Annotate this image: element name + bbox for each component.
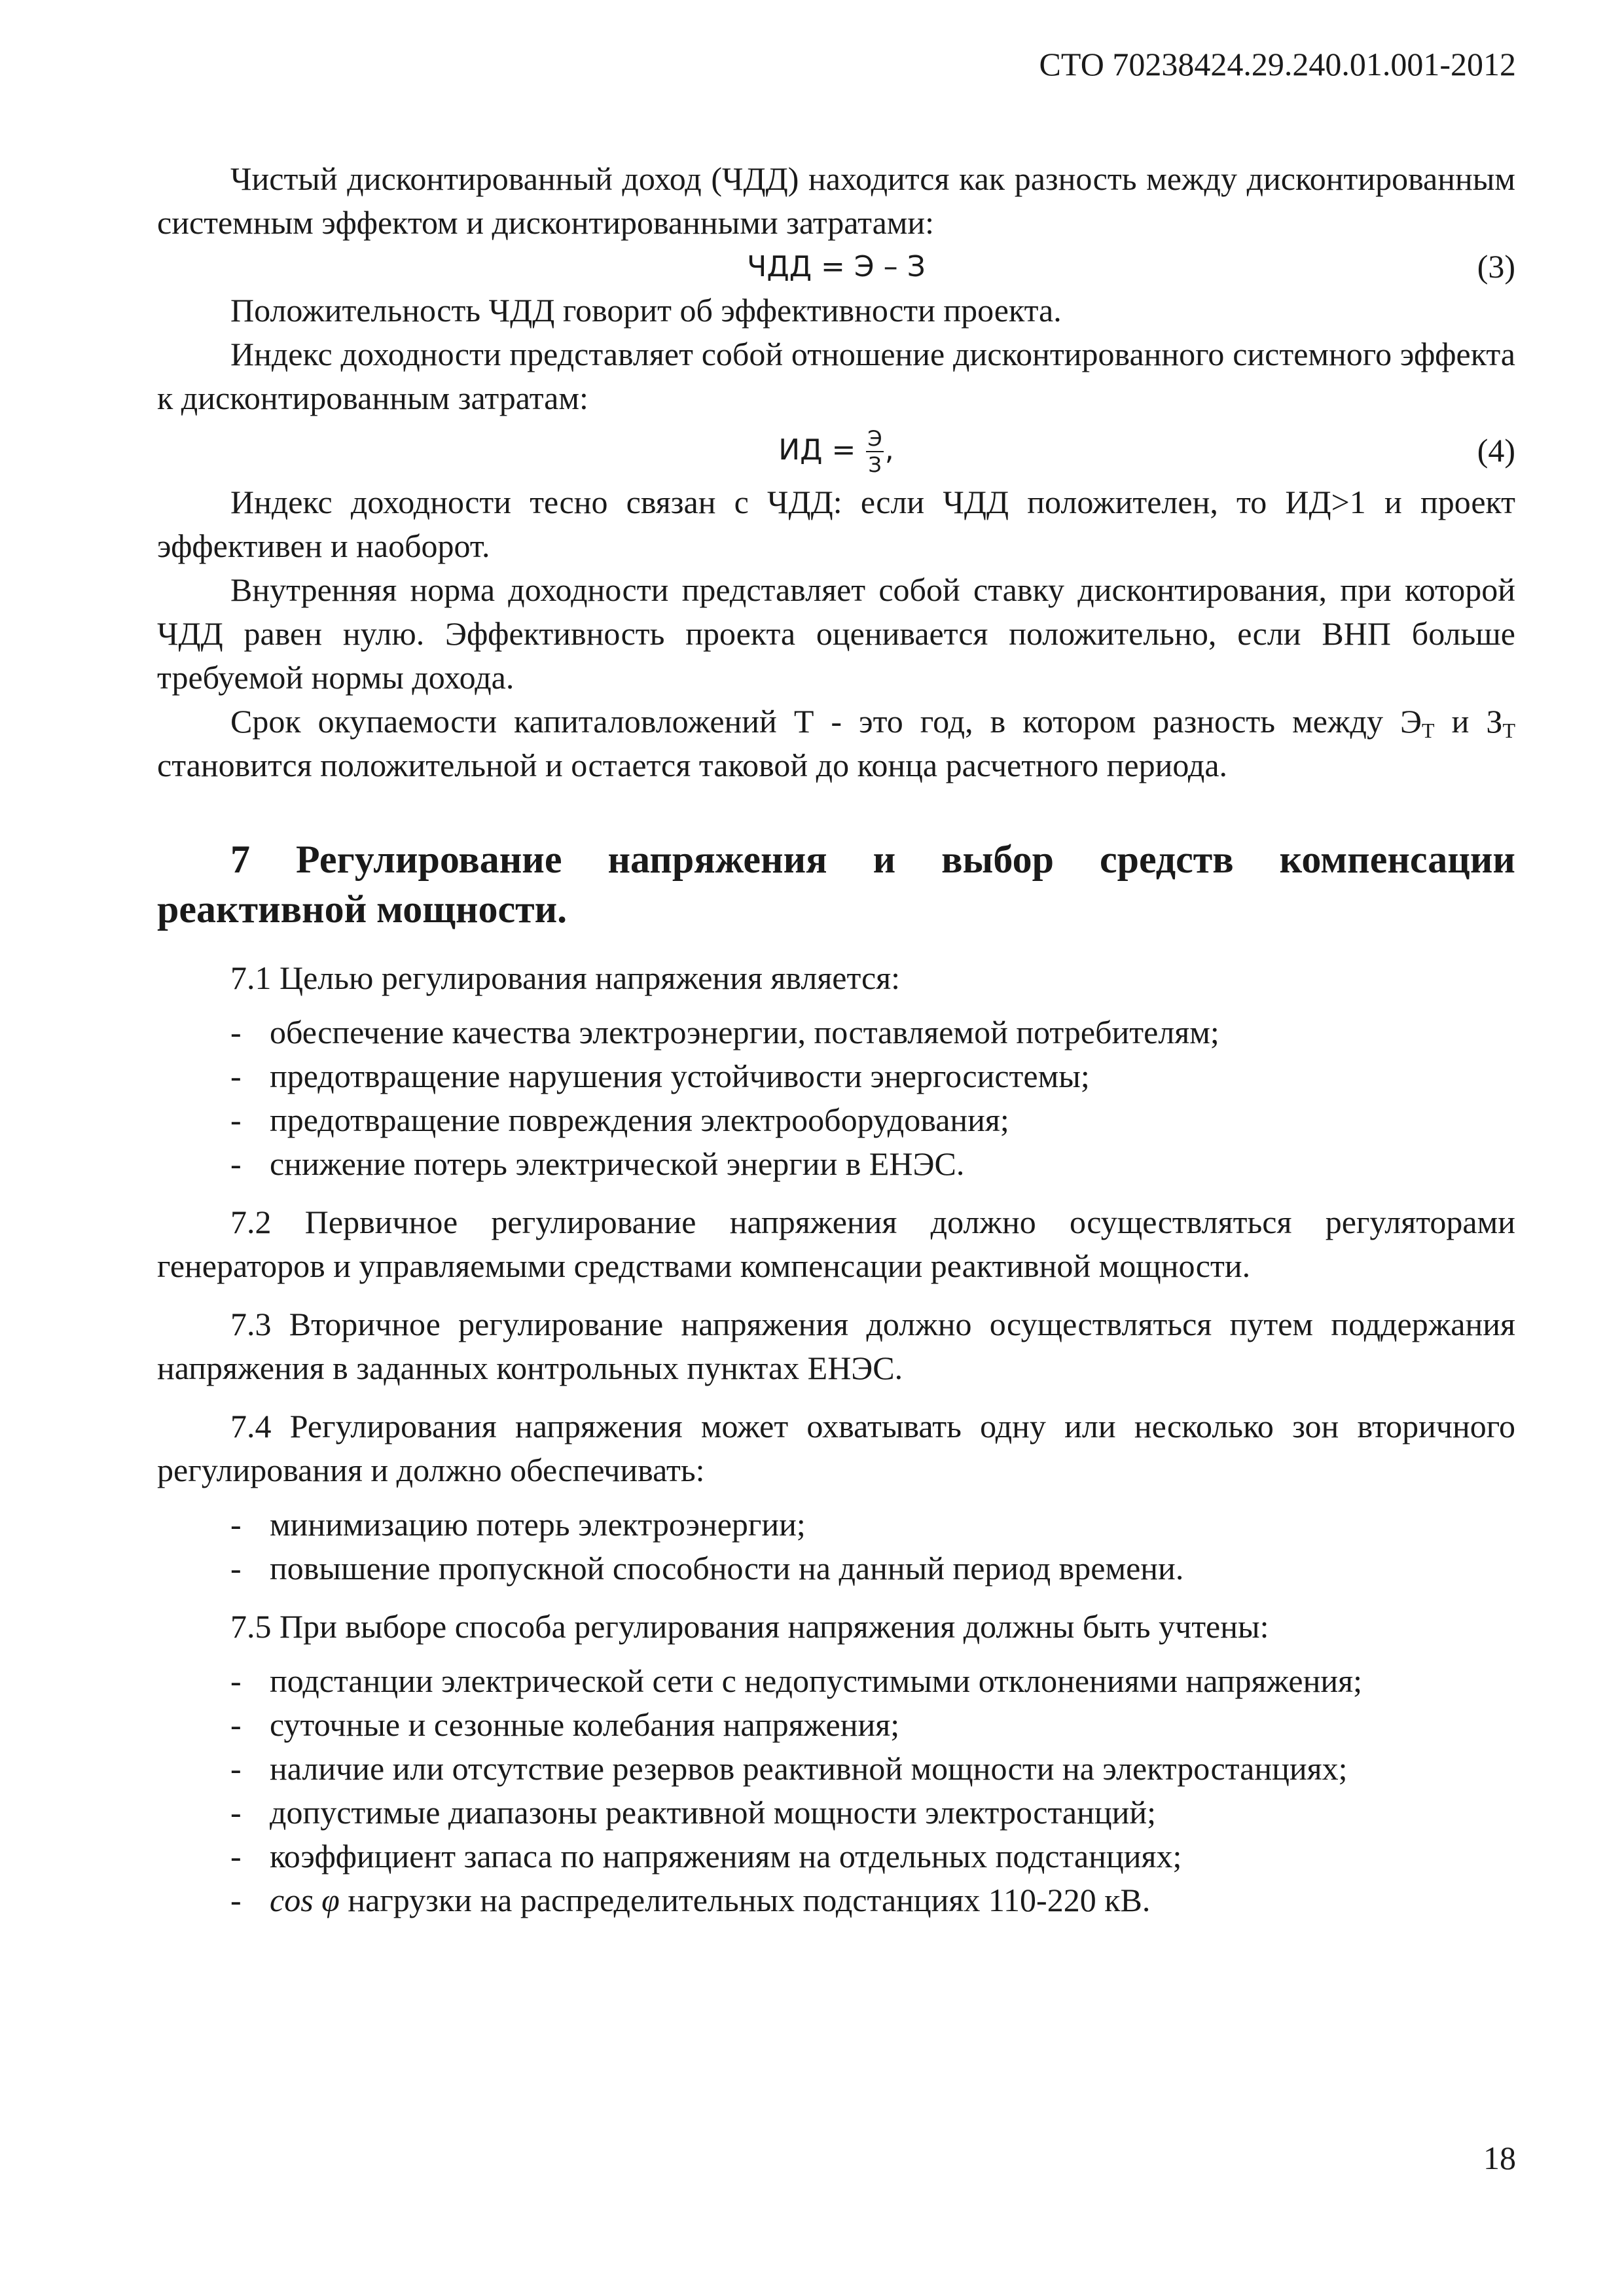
list-item xyxy=(157,1142,1515,1186)
list-item-text: наличие или отсутствие резервов реактивной мощности на электростанциях; xyxy=(270,1750,1348,1787)
list-dash: - xyxy=(230,1838,242,1874)
formula-4-number: (4) xyxy=(1477,432,1515,469)
clause-7-2: 7.2 Первичное регулирование напряжения должно осуществляться регуляторами генераторов и управляемыми средствами компенсации реактивной мощности. xyxy=(157,1204,1515,1284)
formula-3 xyxy=(157,245,1515,289)
list-item xyxy=(157,1835,1515,1878)
paragraph-npv-definition: Чистый дисконтированный доход (ЧДД) находится как разность между дисконтированным системным эффектом и дисконтированными затратами: xyxy=(157,160,1515,241)
list-item xyxy=(157,1098,1515,1142)
list-dash: - xyxy=(230,1794,242,1831)
paragraph-index-relation: Индекс доходности тесно связан с ЧДД: если ЧДД положителен, то ИД>1 и проект эффективен и наоборот. xyxy=(157,484,1515,564)
list-dash: - xyxy=(230,1662,242,1699)
list-item xyxy=(157,1054,1515,1098)
list-item xyxy=(157,1747,1515,1791)
list-dash: - xyxy=(230,1750,242,1787)
payback-text-mid: и З xyxy=(1434,703,1503,740)
page-content xyxy=(157,157,1515,1922)
cos-phi-symbol: cos φ xyxy=(270,1882,340,1918)
list-dash: - xyxy=(230,1014,242,1050)
list-dash: - xyxy=(230,1706,242,1743)
list-dash: - xyxy=(230,1550,242,1587)
section-7-title: 7 Регулирование напряжения и выбор средств компенсации реактивной мощности. xyxy=(157,838,1515,931)
list-item xyxy=(157,1659,1515,1703)
list-item-text: повышение пропускной способности на данный период времени. xyxy=(270,1550,1184,1587)
list-dash: - xyxy=(230,1506,242,1543)
payback-text-start: Срок окупаемости капиталовложений Т - это год, в котором разность между Э xyxy=(230,703,1422,740)
list-item-text: предотвращение нарушения устойчивости энергосистемы; xyxy=(270,1058,1090,1094)
list-7-4 xyxy=(157,1503,1515,1590)
payback-subscript-2: Т xyxy=(1502,719,1515,742)
payback-subscript-1: Т xyxy=(1422,719,1435,742)
list-item-text: суточные и сезонные колебания напряжения; xyxy=(270,1706,900,1743)
list-7-5 xyxy=(157,1659,1515,1922)
document-code-header: СТО 70238424.29.240.01.001-2012 xyxy=(1039,46,1516,82)
list-item xyxy=(157,1503,1515,1547)
formula-3-expression: ЧДД = Э – З xyxy=(747,250,926,283)
list-item-text: обеспечение качества электроэнергии, поставляемой потребителям; xyxy=(270,1014,1219,1050)
payback-text-end: становится положительной и остается таковой до конца расчетного периода. xyxy=(157,747,1228,783)
list-item-text: предотвращение повреждения электрооборудования; xyxy=(270,1102,1009,1138)
clause-7-4: 7.4 Регулирования напряжения может охватывать одну или несколько зон вторичного регулирования и должно обеспечивать: xyxy=(157,1408,1515,1488)
formula-4-expression xyxy=(157,420,1515,480)
list-dash: - xyxy=(230,1145,242,1182)
list-item-text: допустимые диапазоны реактивной мощности электростанций; xyxy=(270,1794,1157,1831)
list-item-text: подстанции электрической сети с недопустимыми отклонениями напряжения; xyxy=(270,1662,1363,1699)
list-item-cos-phi xyxy=(157,1878,1515,1922)
list-dash: - xyxy=(230,1102,242,1138)
page-number: 18 xyxy=(1483,2140,1516,2176)
list-item xyxy=(157,1703,1515,1747)
paragraph-irr: Внутренняя норма доходности представляет собой ставку дисконтирования, при которой ЧДД равен нулю. Эффективность проекта оценивается положительно, если ВНП больше требуемой нормы дохода. xyxy=(157,571,1515,696)
paragraph-profitability-index: Индекс доходности представляет собой отношение дисконтированного системного эффекта к дисконтированным затратам: xyxy=(157,336,1515,416)
clause-7-3: 7.3 Вторичное регулирование напряжения должно осуществляться путем поддержания напряжения в заданных контрольных пунктах ЕНЭС. xyxy=(157,1306,1515,1386)
formula-4-fraction xyxy=(866,426,883,477)
paragraph-payback-period xyxy=(157,700,1515,787)
list-item-text: снижение потерь электрической энергии в ЕНЭС. xyxy=(270,1145,965,1182)
list-item xyxy=(157,1011,1515,1054)
formula-4-lhs: ИД = xyxy=(778,433,856,467)
list-item-text: коэффициент запаса по напряжениям на отдельных подстанциях; xyxy=(270,1838,1182,1874)
list-7-1 xyxy=(157,1011,1515,1186)
list-dash: - xyxy=(230,1882,242,1918)
clause-7-5: 7.5 При выборе способа регулирования напряжения должны быть учтены: xyxy=(230,1608,1269,1645)
list-item xyxy=(157,1547,1515,1590)
list-item-text: минимизацию потерь электроэнергии; xyxy=(270,1506,806,1543)
formula-3-number: (3) xyxy=(1477,248,1515,285)
formula-4 xyxy=(157,420,1515,480)
formula-4-tail: , xyxy=(884,433,894,467)
clause-7-1: 7.1 Целью регулирования напряжения является: xyxy=(230,960,901,996)
list-dash: - xyxy=(230,1058,242,1094)
list-item-text: нагрузки на распределительных подстанциях 110-220 кВ. xyxy=(339,1882,1151,1918)
formula-4-denominator: З xyxy=(868,452,882,477)
list-item xyxy=(157,1791,1515,1835)
formula-4-numerator: Э xyxy=(867,426,882,451)
paragraph-npv-positive: Положительность ЧДД говорит об эффективности проекта. xyxy=(230,292,1062,329)
